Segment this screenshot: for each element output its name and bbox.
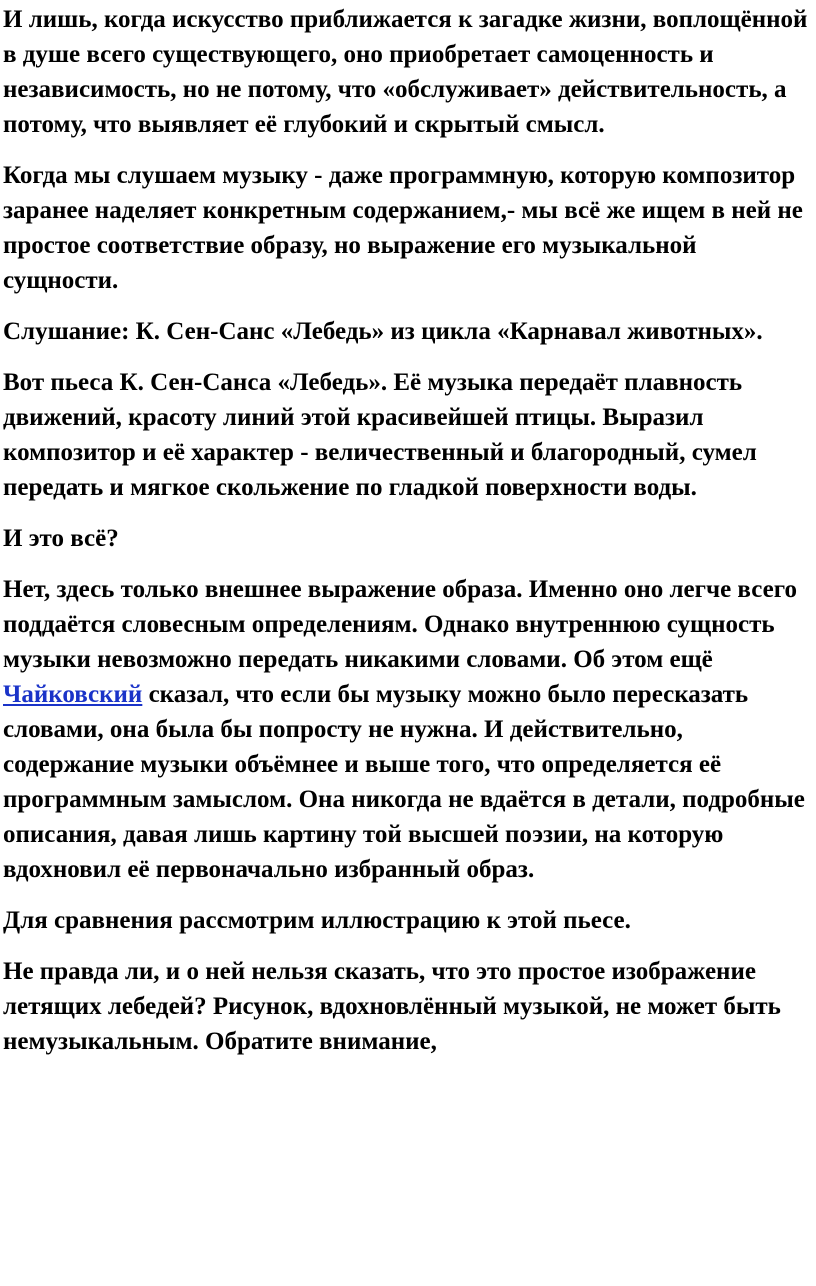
paragraph-swan-description: Вот пьеса К. Сен-Санса «Лебедь». Её музыка передаёт плавность движений, красоту линий этой красивейшей птицы. Выразил композитор и её характер - величественный и благородный, сумел передать и мягкое скольжение по гладкой поверхности воды. bbox=[3, 369, 757, 501]
paragraph-text-before-link: Нет, здесь только внешнее выражение образа. Именно оно легче всего поддаётся словесным определениям. Однако внутреннюю сущность музыки невозможно передать никакими словами. Об этом ещё bbox=[3, 576, 797, 673]
paragraph-illustration-discussion: Не правда ли, и о ней нельзя сказать, что это простое изображение летящих лебедей? Рисунок, вдохновлённый музыкой, не может быть немузыкальным. Обратите внимание, bbox=[3, 958, 781, 1055]
tchaikovsky-link[interactable]: Чайковский bbox=[3, 681, 143, 708]
paragraph-art-mystery: И лишь, когда искусство приближается к загадке жизни, воплощённой в душе всего существующего, оно приобретает самоценность и независимость, но не потому, что «обслуживает» действительность, а потому, что выявляет её глубокий и скрытый смысл. bbox=[3, 6, 808, 138]
paragraph-listening-task: Слушание: К. Сен-Санс «Лебедь» из цикла «Карнавал животных». bbox=[3, 318, 763, 345]
paragraph-question: И это всё? bbox=[3, 525, 119, 552]
document-body bbox=[3, 2, 813, 1075]
paragraph-inner-essence bbox=[3, 572, 813, 887]
paragraph-text-after-link: сказал, что если бы музыку можно было пересказать словами, она была бы попросту не нужна. И действительно, содержание музыки объёмнее и выше того, что определяется её программным замыслом. Она никогда не вдаётся в детали, подробные описания, давая лишь картину той высшей поэзии, на которую вдохновил её первоначально избранный образ. bbox=[3, 681, 805, 883]
paragraph-illustration-intro: Для сравнения рассмотрим иллюстрацию к этой пьесе. bbox=[3, 907, 631, 934]
paragraph-program-music: Когда мы слушаем музыку - даже программную, которую композитор заранее наделяет конкретным содержанием,- мы всё же ищем в ней не простое соответствие образу, но выражение его музыкальной сущности. bbox=[3, 162, 803, 294]
